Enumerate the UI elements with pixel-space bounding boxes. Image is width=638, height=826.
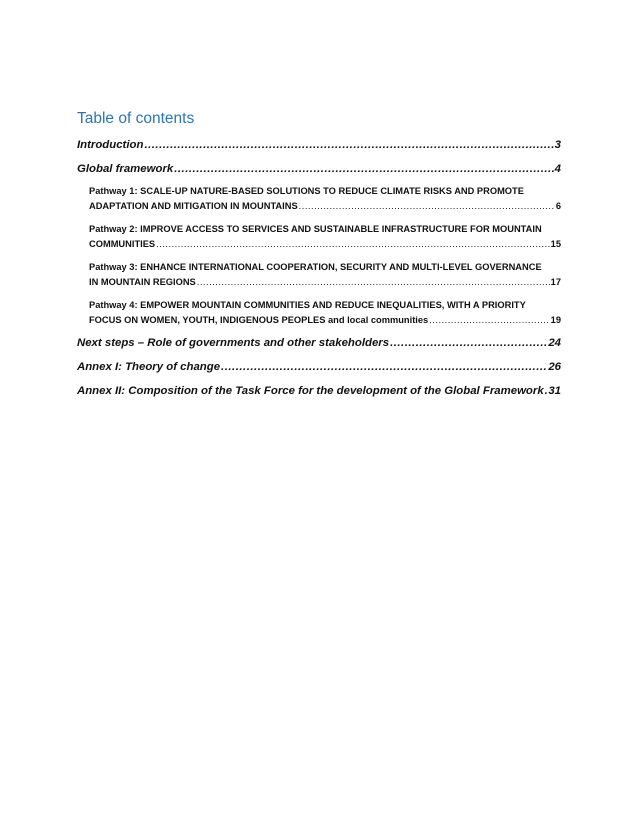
dot-leader [174, 162, 553, 176]
toc-page-number: 15 [550, 239, 561, 249]
toc-entry-introduction[interactable] [77, 138, 561, 162]
pathway-entries [77, 184, 561, 328]
dot-leader [299, 199, 555, 214]
toc-page-number: 6 [555, 201, 561, 211]
toc-entry-label-line2: ADAPTATION AND MITIGATION IN MOUNTAINS [89, 201, 298, 211]
dot-leader [197, 275, 550, 290]
toc-entry-label-line1: Pathway 3: ENHANCE INTERNATIONAL COOPERATION, SECURITY AND MULTI-LEVEL GOVERNANCE [89, 262, 542, 272]
toc-entry-pathway-2[interactable] [89, 222, 561, 252]
dot-leader [156, 237, 550, 252]
toc-page-number: 4 [554, 163, 561, 175]
toc-page-number: 26 [548, 361, 561, 373]
toc-list [77, 138, 561, 408]
toc-entry-label-line1: Pathway 1: SCALE-UP NATURE-BASED SOLUTIONS TO REDUCE CLIMATE RISKS AND PROMOTE [89, 186, 524, 196]
toc-entry-next-steps[interactable] [77, 336, 561, 360]
dot-leader [429, 313, 549, 328]
toc-entry-label: Introduction [77, 139, 144, 151]
toc-entry-pathway-3[interactable] [89, 260, 561, 290]
toc-page-number: 17 [550, 277, 561, 287]
toc-page-number: 24 [548, 337, 561, 349]
toc-entry-pathway-4[interactable] [89, 298, 561, 328]
dot-leader [390, 336, 547, 350]
dot-leader [144, 138, 553, 152]
toc-page-number: 31 [548, 385, 561, 397]
toc-entry-label-line1: Pathway 2: IMPROVE ACCESS TO SERVICES AND SUSTAINABLE INFRASTRUCTURE FOR MOUNTAIN [89, 224, 542, 234]
toc-entry-label-line2: FOCUS ON WOMEN, YOUTH, INDIGENOUS PEOPLES and local communities [89, 315, 429, 325]
dot-leader [221, 360, 547, 374]
toc-entry-label-line1: Pathway 4: EMPOWER MOUNTAIN COMMUNITIES AND REDUCE INEQUALITIES, WITH A PRIORITY [89, 300, 526, 310]
toc-entry-label: Global framework [77, 163, 174, 175]
toc-entry-label-line2: COMMUNITIES [89, 239, 156, 249]
toc-entry-global-framework[interactable] [77, 162, 561, 186]
toc-entry-label: Annex I: Theory of change [77, 361, 221, 373]
toc-entry-annex-1[interactable] [77, 360, 561, 384]
toc-entry-pathway-1[interactable] [89, 184, 561, 214]
toc-heading: Table of contents [77, 110, 195, 127]
dot-leader [545, 384, 548, 398]
toc-entry-label: Next steps – Role of governments and other stakeholders [77, 337, 390, 349]
toc-page-number: 3 [554, 139, 561, 151]
toc-entry-label: Annex II: Composition of the Task Force for the development of the Global Framework [77, 385, 544, 397]
toc-entry-annex-2[interactable] [77, 384, 561, 408]
toc-entry-label-line2: IN MOUNTAIN REGIONS [89, 277, 196, 287]
toc-page-number: 19 [550, 315, 561, 325]
